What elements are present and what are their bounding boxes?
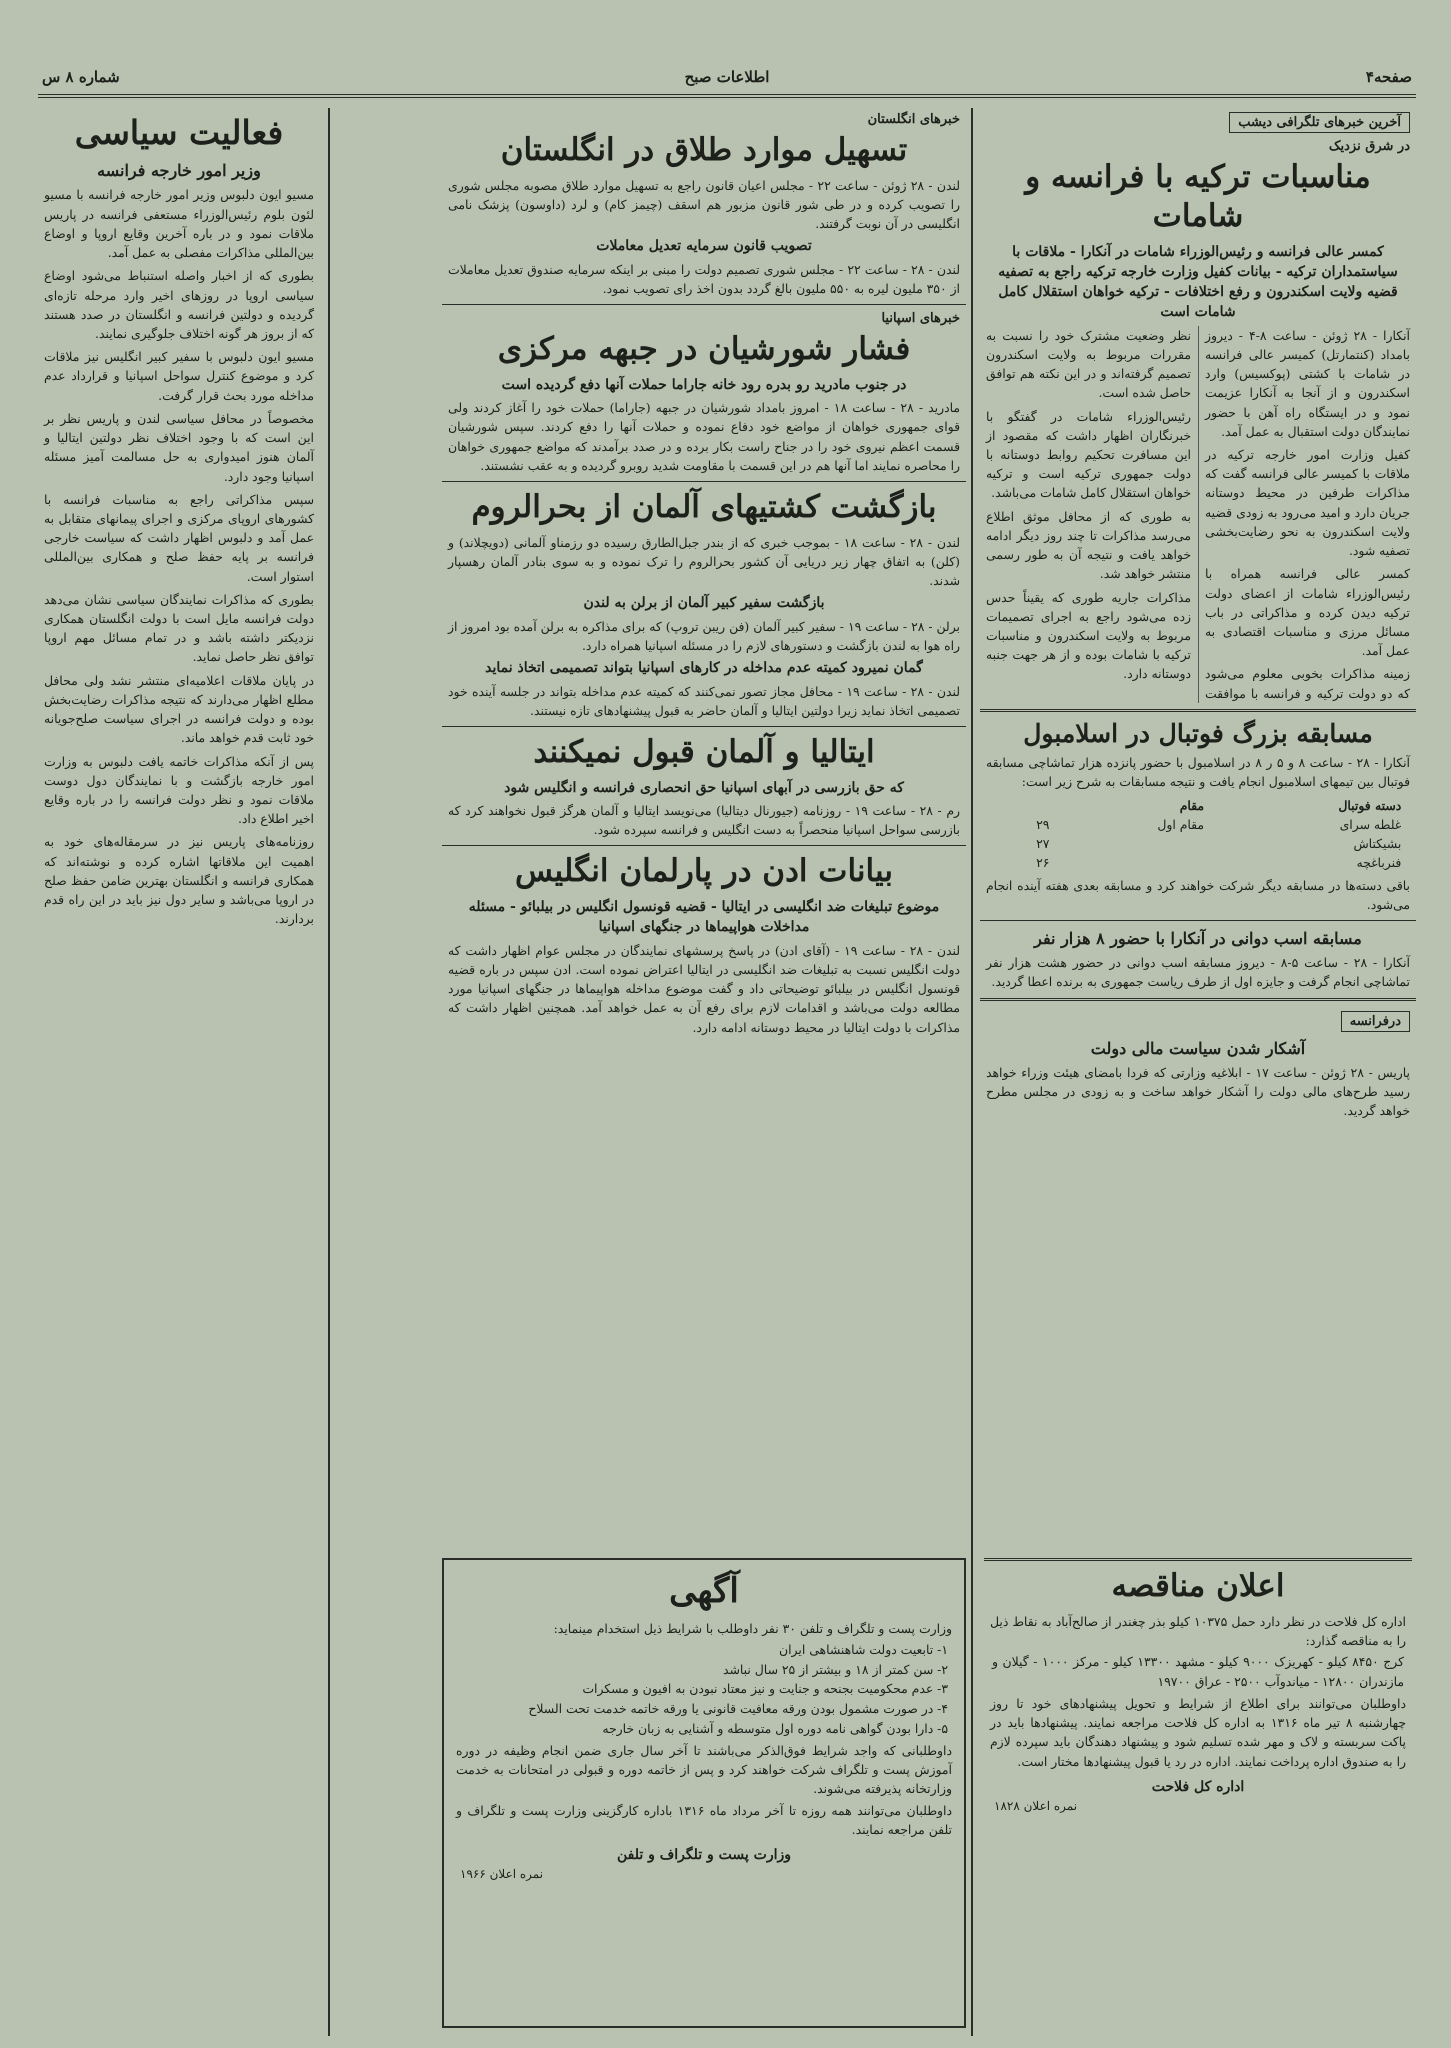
politics-article (44, 185, 314, 928)
ad-signature: وزارت پست و تلگراف و تلفن (616, 1847, 792, 1864)
politics-paragraph: مسیو ایون دلبوس وزیر امور خارجه فرانسه با مسیو لئون بلوم رئیس‌الوزراء مستعفی فرانسه در پاریس ملاقات نمود و در باره آخرین وقایع اروپا و اوضاع بین‌المللی مذاکرات مفصلی به عمل آمد. (44, 187, 314, 261)
tender-number: نمره اعلان ۱۸۲۸ (994, 1798, 1078, 1813)
middle-column (442, 108, 966, 1552)
tender-signature: اداره کل فلاحت (1151, 1778, 1245, 1795)
turkey-article (986, 326, 1410, 703)
tender-headline: اعلان مناقصه (1111, 1568, 1285, 1604)
capital-headline: تصویب قانون سرمایه تعدیل معاملات (596, 238, 812, 255)
eden-deck: موضوع تبلیغات ضد انگلیسی در ایتالیا - قضیه قونسول انگلیس در بیلبائو - مسئله مداخلات هواپیماها در جنگهای اسپانیا (468, 899, 940, 936)
score-header (989, 796, 1056, 815)
turkey-paragraph: زمینه مذاکرات بخوبی معلوم می‌شود که دو دولت ترکیه و فرانسه با موافقت نظر وضعیت مشترک خود را نسبت به مقررات مربوط به ولایت اسکندرون تصمیم گرفته‌اند و در این نکته هم توافق حاصل شده است. (986, 327, 1410, 701)
front-text: مادرید - ۲۸ - ساعت ۱۸ - امروز بامداد شورشیان در جبهه (جاراما) حملات خود را آغاز کردند ولی قوای جمهوری خواهان از مواضع خود دفاع نموده و حملات آنها را دفع کردند. سپس شورشیان قسمت اعظم نیروی خود را در جناح راست بکار برده و در صدد برآمدند که مواضع جمهوری خواهان را محاصره نمایند اما آنها هم در این قسمت با مقاومت شدید روبرو گردیده و به عقب نشستند. (448, 400, 960, 473)
football-outro: باقی دسته‌ها در مسابقه دیگر شرکت خواهند کرد و مسابقه بعدی هفته آینده انجام می‌شود. (986, 877, 1410, 912)
column-rule-right (971, 108, 973, 2036)
turkey-paragraph: رئیس‌الوزراء شامات در گفتگو با خبرنگاران اظهار داشت که مقصود از این مسافرت تحکیم روابط دوستانه با دولت جمهوری ترکیه است و ترکیه خواهان استقلال کامل شامات می‌باشد. (986, 408, 1191, 501)
column-rule-left (328, 108, 330, 2036)
table-row (989, 815, 1408, 834)
italy-text: رم - ۲۸ - ساعت ۱۹ - روزنامه (جیورنال دیتالیا) می‌نویسد ایتالیا و آلمان هرگز قبول نخواهند کرد که بازرسی سواحل اسپانیا منحصراً به دست انگلیس و فرانسه سپرده شود. (448, 802, 960, 838)
eden-headline: بیانات ادن در پارلمان انگلیس (515, 853, 893, 890)
politics-paragraph: بطوری که مذاکرات نمایندگان سیاسی نشان می‌دهد دولت فرانسه مایل است با دولت انگلستان همکاری نزدیکتر داشته باشد و در تمام مسائل مهم اروپا توافق نظر حاصل نماید. (44, 591, 314, 665)
divider (442, 481, 966, 482)
italy-q-text: لندن - ۲۸ - ساعت ۱۹ - محافل مجاز تصور نمی‌کنند که کمیته عدم مداخله بتواند در جلسه آینده خود تصمیمی اتخاذ نماید زیرا دولتین ایتالیا و آلمان حاضر به قبول پیشنهادهای تازه نیستند. (448, 683, 960, 718)
politics-paragraph: بطوری که از اخبار واصله استنباط می‌شود اوضاع سیاسی اروپا در روزهای اخیر وارد مرحله تازه‌ای گردیده و دولتین فرانسه و انگلستان در صدد هستند که از بروز هر گونه اختلاف جلوگیری نمایند. (44, 268, 314, 341)
divider (442, 304, 966, 305)
divorce-text: لندن - ۲۸ ژوئن - ساعت ۲۲ - مجلس اعیان قانون راجع به تسهیل موارد طلاق مصوبه مجلس شوری را تصویب کرده و در طی شور قانون مزبور هم اسقف (چیمز کام) و لرد (داوسون) پزشک نامی انگلیسی در آن نوبت گرفتند. (448, 177, 960, 232)
politics-paragraph: پس از آنکه مذاکرات خاتمه یافت دلبوس به وزارت امور خارجه بازگشت و با نمایندگان دول دوست ملاقات نمود و نظر دولت فرانسه را در باره وقایع اخیر اطلاع داد. (44, 753, 314, 827)
team-header: دسته فوتبال (1338, 797, 1402, 813)
football-intro: آنکارا - ۲۸ - ساعت ۸ و ۵ ر ۸ در اسلامبول با حضور پانزده هزار تماشاچی مسابقه فوتبال بین تیمهای اسلامبول انجام یافت و نتیجه مسابقات به شرح زیر است: (986, 755, 1410, 790)
turkey-headline: مناسبات ترکیه با فرانسه و شامات (1025, 159, 1371, 234)
page-number: صفحه۴ (1365, 68, 1412, 86)
france-kicker: درفرانسه (1341, 1011, 1410, 1032)
turkey-paragraph: آنکارا - ۲۸ ژوئن - ساعت ۸-۴ - دیروز بامداد (کنتمارتل) کمیسر عالی فرانسه در شامات با کشتی (پوکسیس) وارد اسکندرون و از آنجا به آنکارا عزیمت نمود و در ایستگاه راه آهن با حضور نمایندگان دولت استقبال به عمل آمد. (1205, 327, 1410, 439)
divider (442, 726, 966, 727)
ad-body: داوطلبانی که واجد شرایط فوق‌الذکر می‌باشند تا آخر سال جاری ضمن انجام وظیفه در دوره آموزش پست و تلگراف شرکت خواهند کرد و پس از خاتمه دوره و قبولی در امتحانات به خدمت وزارتخانه پذیرفته می‌شوند. (456, 1742, 952, 1797)
ad-number: نمره اعلان ۱۹۶۶ (460, 1867, 544, 1882)
team-cell: غلطه سرای (1339, 816, 1402, 832)
right-kicker: آخرین خبرهای تلگرافی دیشب (1229, 112, 1410, 133)
score-cell: ۲۶ (1036, 854, 1050, 870)
france-headline: آشکار شدن سیاست مالی دولت (1090, 1038, 1306, 1058)
eden-text: لندن - ۲۸ - ساعت ۱۹ - (آقای ادن) در پاسخ پرسشهای نمایندگان در مجلس عوام اظهار داشت که دولت انگلیس نسبت به تبلیغات ضد انگلیسی در ایتالیا اعتراض نموده است. ادن سپس در باره قضیه قونسول انگلیس در بیلبائو توضیحاتی داد و گفت موضوع مداخله هواپیماها در جنگهای اسپانیا مورد مطالعه دولت می‌باشد و اقدامات لازم برای رفع آن به عمل خواهد آمد. همچنین اظهار داشت که مذاکرات با دولت ایتالیا در محیط دوستانه ادامه دارد. (448, 942, 960, 1035)
masthead (38, 60, 1416, 98)
politics-deck: وزیر امور خارجه فرانسه (97, 161, 261, 181)
politics-paragraph: مسیو ایون دلبوس با سفیر کبیر انگلیس نیز ملاقات کرد و موضوع کنترل سواحل اسپانیا و قرارداد عدم مداخله مورد بحث قرار گرفت. (44, 349, 314, 403)
turkey-paragraph: مذاکرات جاریه طوری که یقیناً حدس زده می‌شود راجع به اجرای تصمیمات مربوط به ولایت اسکندرون و مناسبات ترکیه با شامات بوده و از هر جهت جنبه دوستانه دارد. (986, 589, 1191, 682)
france-text: پاریس - ۲۸ ژوئن - ساعت ۱۷ - ابلاغیه وزارتی که فردا بامضای هیئت وزراء خواهد رسید طرح‌های مالی دولت را آشکار خواهد ساخت و به زودی در مجلس مطرح خواهد گردید. (986, 1064, 1410, 1119)
tender-intro: اداره کل فلاحت در نظر دارد حمل ۱۰۳۷۵ کیلو بذر چغندر از صالح‌آباد به نقاط ذیل را به مناقصه گذارد: (990, 1613, 1406, 1648)
ships-text: لندن - ۲۸ - ساعت ۱۸ - بموجب خبری که از بندر جبل‌الطارق رسیده دو رزمناو آلمانی (دویچلاند) و (کلن) به اتفاق چهار زیر دریایی آن کشور بحرالروم را ترک نموده و به سوی بنادر آلمان رهسپار شدند. (448, 534, 960, 589)
rank-cell (1055, 853, 1210, 872)
football-table (989, 796, 1408, 872)
rank-header: مقام (1179, 797, 1205, 813)
ships-headline: بازگشت کشتیهای آلمان از بحرالروم (471, 489, 937, 526)
list-item: ۴- در صورت مشمول بودن ورقه معافیت قانونی یا ورقه خاتمه خدمت تحت السلاح (528, 1701, 948, 1717)
divider (442, 845, 966, 846)
divider (980, 709, 1416, 712)
team-cell: فنرباغچه (1356, 854, 1402, 870)
table-row (989, 834, 1408, 853)
politics-paragraph: مخصوصاً در محافل سیاسی لندن و پاریس نظر بر این است که با وجود اختلاف نظر دولتین ایتالیا و آلمان هنوز امیدواری به حل مسالمت آمیز مسئله اسپانیا وجود دارد. (44, 410, 314, 484)
tender-body: داوطلبان می‌توانند برای اطلاع از شرایط و تحویل پیشنهادهای خود تا روز چهارشنبه ۸ تیر ماه ۱۳۱۶ به اداره کل فلاحت مراجعه نمایند. پیشنهادها باید در پاکت سربسته و لاک و مهر شده تسلیم شود و پیشنهاد دهندگان باید سپرده لازم را به صندوق اداره پرداخت نمایند. اداره در رد یا قبول پیشنهادها مختار است. (990, 1695, 1407, 1769)
envoy-headline: بازگشت سفیر کبیر آلمان از برلن به لندن (583, 595, 825, 612)
ad-intro: وزارت پست و تلگراف و تلفن ۳۰ نفر داوطلب با شرایط ذیل استخدام مینماید: (553, 1620, 952, 1636)
turkey-deck: کمسر عالی فرانسه و رئیس‌الوزراء شامات در آنکارا - ملاقات با سیاستمداران ترکیه - بیانات کفیل وزارت خارجه ترکیه راجع به تصفیه قضیه ولایت اسکندرون و رفع اختلافات - ترکیه خواهان استقلال کامل شامات است (998, 243, 1398, 321)
front-headline: فشار شورشیان در جبهه مرکزی (497, 331, 911, 368)
italy-deck: که حق بازرسی در آبهای اسپانیا حق انحصاری فرانسه و انگلیس شود (504, 779, 904, 796)
issue-number: شماره ۸ س (42, 68, 120, 86)
divider (980, 920, 1416, 921)
rank-cell (1055, 834, 1210, 853)
ad-conditions (460, 1640, 948, 1739)
score-cell: ۲۷ (1036, 835, 1050, 851)
list-item: ۲- سن کمتر از ۱۸ و بیشتر از ۲۵ سال نباشد (723, 1661, 948, 1677)
tender-notice (980, 1548, 1416, 2028)
tender-rates: کرج ۸۴۵۰ کیلو - کهریزک ۹۰۰۰ کیلو - مشهد ۱۳۳۰۰ کیلو - مرکز ۱۰۰۰ - گیلان و مازندران ۱۲۸۰۰ - میاندوآب ۲۵۰۰ - عراق ۱۹۷۰۰ (992, 1654, 1404, 1690)
turkey-paragraph: به طوری که از محافل موثق اطلاع می‌رسد مذاکرات تا چند روز دیگر ادامه خواهد یافت و نتیجه آن به طور رسمی منتشر خواهد شد. (986, 508, 1191, 582)
ad-headline: آگهی (669, 1571, 739, 1611)
horse-headline: مسابقه اسب دوانی در آنکارا با حضور ۸ هزار نفر (1034, 928, 1362, 948)
politics-paragraph: در پایان ملاقات اعلامیه‌ای منتشر نشد ولی محافل مطلع اظهار می‌دارند که نتیجه مذاکرات رضایت‌بخش بوده و دولت فرانسه در اجرای سیاست صلح‌جویانه خود ثابت قدم خواهد ماند. (44, 672, 314, 746)
list-item: ۱- تابعیت دولت شاهنشاهی ایران (779, 1641, 948, 1657)
rank-cell: مقام اول (1157, 816, 1205, 832)
newspaper-page (38, 46, 1416, 2036)
divider (984, 1558, 1412, 1561)
turkey-paragraph: کفیل وزارت امور خارجه ترکیه در ملاقات با کمیسر عالی فرانسه گفت که مذاکرات طرفین در محیط دوستانه جریان دارد و امید می‌رود به زودی قضیه ولایت اسکندرون به نحو رضایت‌بخشی تصفیه شود. (1205, 447, 1410, 559)
post-telegraph-ad (442, 1558, 966, 2028)
paper-title: اطلاعات صبح (684, 68, 770, 86)
italy-q-headline: گمان نمیرود کمیته عدم مداخله در کارهای اسپانیا بتواند تصمیمی اتخاذ نماید (485, 660, 923, 677)
politics-paragraph: سپس مذاکراتی راجع به مناسبات فرانسه با کشورهای اروپای مرکزی و اجرای پیمانهای متقابل به عمل آمد و دلبوس اظهار داشت که سیاست خارجی فرانسه بر پایه حفظ صلح و همکاری بین‌المللی استوار است. (44, 491, 314, 584)
envoy-text: برلن - ۲۸ - ساعت ۱۹ - سفیر کبیر آلمان (فن ریبن تروپ) که برای مذاکره به برلن آمده بود امروز از راه هوا به لندن بازگشت و دستورهای لازم را در مسئله اسپانیا همراه دارد. (448, 618, 960, 653)
table-row (989, 853, 1408, 872)
politics-paragraph: روزنامه‌های پاریس نیز در سرمقاله‌های خود به اهمیت این ملاقاتها اشاره کرده و نوشته‌اند که همکاری فرانسه و انگلستان بهترین ضامن حفظ صلح در اروپا می‌باشد و سایر دول نیز باید در این راه قدم بردارند. (44, 834, 314, 927)
table-header-row (989, 796, 1408, 815)
spain-kicker: خبرهای اسپانیا (881, 311, 960, 327)
uk-kicker: خبرهای انگلستان (867, 112, 960, 127)
right-subkicker: در شرق نزدیک (1328, 139, 1410, 154)
horse-text: آنکارا - ۲۸ - ساعت ۵-۸ - دیروز مسابقه اسب دوانی در حضور هشت هزار نفر تماشاچی انجام گرفت و جایزه اول از طرف ریاست جمهوری به برنده اعطا گردید. (986, 955, 1410, 990)
team-cell: بشیکتاش (1353, 835, 1402, 851)
list-item: ۳- عدم محکومیت بجنحه و جنایت و نیز معتاد نبودن به افیون و مسکرات (582, 1681, 948, 1697)
football-headline: مسابقه بزرگ فوتبال در اسلامبول (1023, 718, 1373, 748)
score-cell: ۲۹ (1036, 816, 1050, 832)
turkey-paragraph: کمسر عالی فرانسه همراه با رئیس‌الوزراء شامات از اعضای دولت ترکیه دیدن کرده و مذاکراتی در باب مسائل مرزی و مناسبات اقتصادی به عمل آمد. (1205, 566, 1410, 659)
ad-deadline: داوطلبان می‌توانند همه روزه تا آخر مرداد ماه ۱۳۱۶ باداره کارگزینی وزارت پست و تلگراف و تلفن مراجعه نمایند. (456, 1802, 952, 1837)
divorce-headline: تسهیل موارد طلاق در انگلستان (500, 132, 908, 168)
divider (980, 998, 1416, 1001)
italy-headline: ایتالیا و آلمان قبول نمیکنند (533, 733, 875, 770)
politics-headline: فعالیت سیاسی (74, 113, 284, 152)
capital-text: لندن - ۲۸ - ساعت ۲۲ - مجلس شوری تصمیم دولت را مبنی بر اینکه سرمایه صندوق تعدیل معاملات از ۳۵۰ ملیون لیره به ۵۵۰ ملیون بالغ گردد بدون اخذ رای تصویب نمود. (448, 261, 960, 296)
front-deck: در جنوب مادرید رو بدره رود خانه جاراما حملات آنها دفع گردیده است (501, 376, 907, 393)
left-column (38, 108, 320, 2036)
list-item: ۵- دارا بودن گواهی نامه دوره اول متوسطه و آشنایی به زبان خارجه (602, 1721, 948, 1737)
